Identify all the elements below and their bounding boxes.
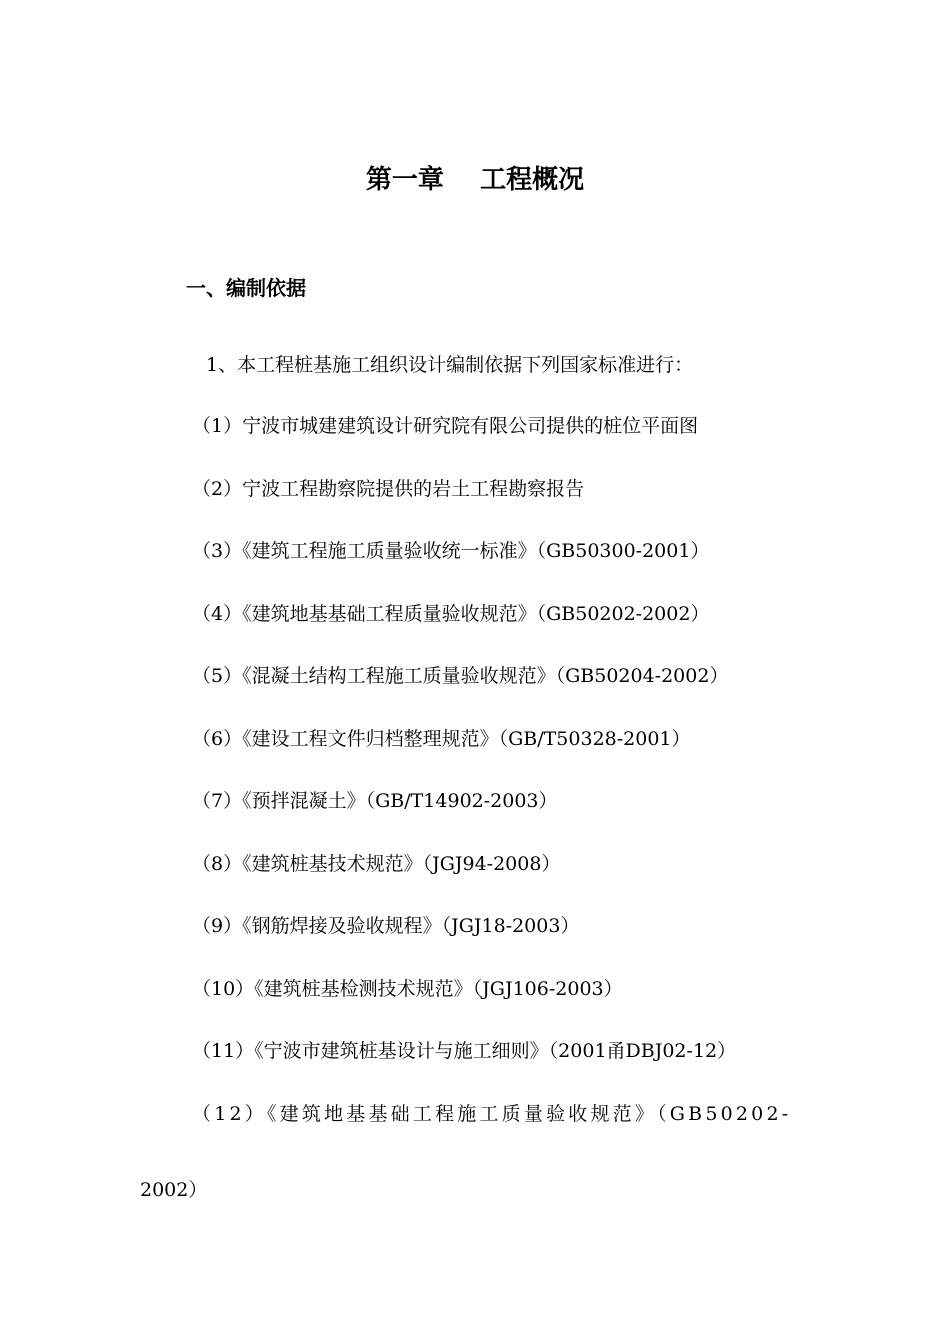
reference-item-12-continuation: 2002）: [140, 1179, 208, 1201]
reference-item-9: （9）《钢筋焊接及验收规程》（JGJ18-2003）: [192, 915, 580, 937]
chapter-title: 第一章 工程概况: [365, 165, 585, 195]
reference-item-5: （5）《混凝土结构工程施工质量验收规范》（GB50204-2002）: [192, 665, 729, 687]
reference-item-8: （8）《建筑桩基技术规范》（JGJ94-2008）: [192, 853, 561, 875]
reference-item-7: （7）《预拌混凝土》（GB/T14902-2003）: [192, 790, 558, 812]
reference-item-6: （6）《建设工程文件归档整理规范》（GB/T50328-2001）: [192, 728, 691, 750]
reference-item-2: （2）宁波工程勘察院提供的岩土工程勘察报告: [192, 478, 585, 500]
reference-item-4: （4）《建筑地基基础工程质量验收规范》（GB50202-2002）: [192, 603, 710, 625]
reference-item-10: （10）《建筑桩基检测技术规范》（JGJ106-2003）: [192, 978, 623, 1000]
reference-item-11: （11）《宁波市建筑桩基设计与施工细则》（2001甬DBJ02-12）: [192, 1040, 737, 1062]
reference-item-12: （12）《建筑地基基础工程施工质量验收规范》（GB50202-: [192, 1103, 792, 1125]
intro-paragraph: 1、本工程桩基施工组织设计编制依据下列国家标准进行：: [206, 354, 694, 376]
section-heading: 一、编制依据: [186, 276, 306, 300]
reference-item-1: （1）宁波市城建建筑设计研究院有限公司提供的桩位平面图: [192, 415, 699, 437]
reference-item-3: （3）《建筑工程施工质量验收统一标准》（GB50300-2001）: [192, 540, 710, 562]
